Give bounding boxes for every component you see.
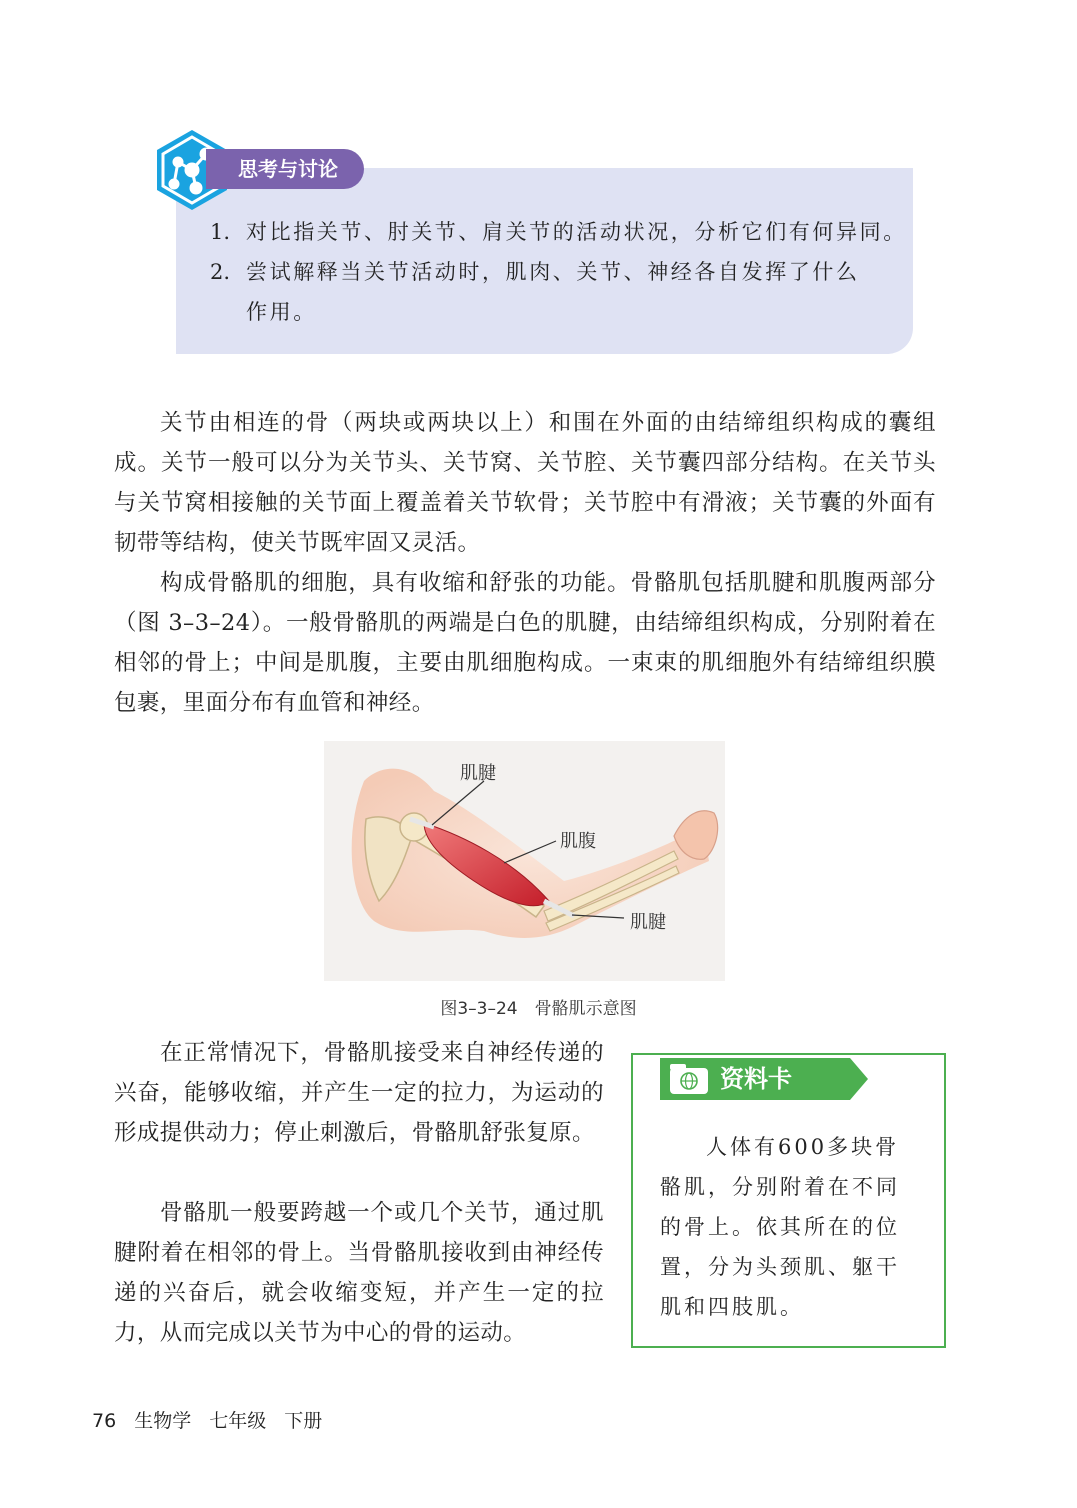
label-muscle-belly: 肌腹 — [560, 831, 596, 852]
item-text: 对比指关节、肘关节、肩关节的活动状况，分析它们有何异同。 — [246, 220, 907, 244]
page-number: 76 — [92, 1410, 117, 1432]
item-text: 尝试解释当关节活动时，肌肉、关节、神经各自发挥了什么 — [246, 260, 860, 284]
paragraph-contraction: 在正常情况下，骨骼肌接受来自神经传递的兴奋，能够收缩，并产生一定的拉力，为运动的形成提供动力；停止刺激后，骨骼肌舒张复原。 — [114, 1040, 604, 1146]
volume: 下册 — [284, 1410, 323, 1432]
label-tendon-top: 肌腱 — [460, 763, 496, 784]
page-footer — [92, 1406, 340, 1433]
arm-illustration — [324, 741, 725, 981]
figure-caption: 图3–3–24 骨骼肌示意图 — [440, 999, 637, 1019]
discussion-item-1 — [210, 212, 907, 252]
label-tendon-bottom: 肌腱 — [630, 912, 666, 933]
info-card-title: 资料卡 — [720, 1065, 792, 1093]
book-title: 生物学 — [134, 1410, 192, 1432]
discussion-title: 思考与讨论 — [206, 149, 364, 189]
item-number: 2. — [210, 260, 231, 284]
info-card-text: 人体有600多块骨骼肌，分别附着在不同的骨上。依其所在的位置，分为头颈肌、躯干肌和四肢肌。 — [660, 1135, 900, 1319]
paragraph-joint-movement: 骨骼肌一般要跨越一个或几个关节，通过肌腱附着在相邻的骨上。当骨骼肌接收到由神经传递的兴奋后，就会收缩变短，并产生一定的拉力，从而完成以关节为中心的骨的运动。 — [114, 1200, 604, 1346]
item-number: 1. — [210, 220, 231, 244]
discussion-item-2 — [210, 252, 860, 292]
discussion-item-2-continued: 作用。 — [246, 300, 317, 324]
paragraph-muscle: 构成骨骼肌的细胞，具有收缩和舒张的功能。骨骼肌包括肌腱和肌腹两部分（图 3–3–24）。一般骨骼肌的两端是白色的肌腱，由结缔组织构成，分别附着在相邻的骨上；中间是肌腹，主要由肌细胞构成。一束束的肌细胞外有结缔组织膜包裹，里面分布有血管和神经。 — [114, 570, 936, 716]
paragraph-joint: 关节由相连的骨（两块或两块以上）和围在外面的由结缔组织构成的囊组成。关节一般可以分为关节头、关节窝、关节腔、关节囊四部分结构。在关节头与关节窝相接触的关节面上覆盖着关节软骨；关节腔中有滑液；关节囊的外面有韧带等结构，使关节既牢固又灵活。 — [114, 410, 936, 556]
skeletal-muscle-figure — [324, 741, 725, 981]
grade: 七年级 — [209, 1410, 267, 1432]
